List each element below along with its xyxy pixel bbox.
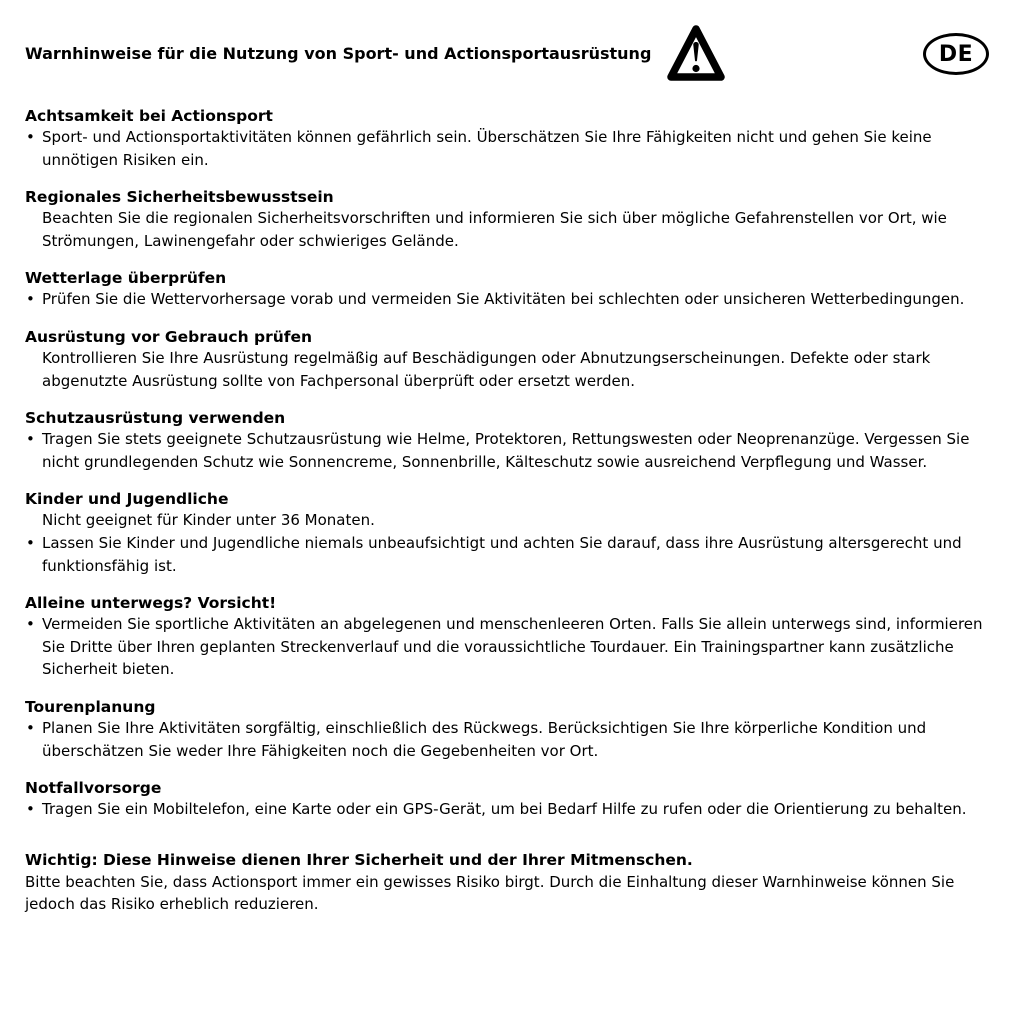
bullet-item: • Tragen Sie ein Mobiltelefon, eine Karte oder ein GPS-Gerät, um bei Bedarf Hilfe zu rufen oder die Orientierung zu behalten. [25, 798, 1000, 821]
section-heading: Notfallvorsorge [25, 779, 162, 798]
bullet-item: • Sport- und Actionsportaktivitäten können gefährlich sein. Überschätzen Sie Ihre Fähigkeiten nicht und gehen Sie keine unnötigen Risiken ein. [25, 126, 1000, 171]
plain-item: Nicht geeignet für Kinder unter 36 Monaten. [42, 511, 375, 530]
section-heading: Achtsamkeit bei Actionsport [25, 107, 273, 125]
document-header [25, 24, 1000, 84]
footer-important-line: Wichtig: Diese Hinweise dienen Ihrer Sicherheit und der Ihrer Mitmenschen. [25, 850, 693, 869]
section-schutzausruestung [25, 408, 1000, 473]
document-footer [25, 850, 1000, 916]
warnings-list [25, 106, 1000, 821]
section-notfallvorsorge [25, 778, 1000, 821]
section-heading: Tourenplanung [25, 697, 156, 716]
section-heading: Schutzausrüstung verwenden [25, 409, 286, 428]
plain-item: Beachten Sie die regionalen Sicherheitsvorschriften und informieren Sie sich über mögliche Gefahrenstellen vor Ort, wie Strömungen, Lawinengefahr oder schwieriges Gelände. [42, 209, 947, 250]
bullet-item: • Prüfen Sie die Wettervorhersage vorab und vermeiden Sie Aktivitäten bei schlechten oder unsicheren Wetterbedingungen. [25, 288, 1000, 311]
section-heading: Regionales Sicherheitsbewusstsein [25, 188, 334, 207]
section-ausruestung [25, 327, 1000, 392]
bullet-item: • Lassen Sie Kinder und Jugendliche niemals unbeaufsichtigt und achten Sie darauf, dass ihre Ausrüstung altersgerecht und funktionsfähig ist. [25, 532, 1000, 577]
section-achtsamkeit [25, 106, 1000, 171]
section-regionales [25, 187, 1000, 252]
warning-triangle-icon [667, 23, 725, 85]
bullet-item: • Planen Sie Ihre Aktivitäten sorgfältig, einschließlich des Rückwegs. Berücksichtigen Sie Ihre körperliche Kondition und überschätzen Sie weder Ihre Fähigkeiten noch die Gegebenheiten vor Ort. [25, 717, 1000, 762]
section-alleine [25, 593, 1000, 681]
section-heading: Kinder und Jugendliche [25, 490, 229, 509]
language-badge [923, 33, 989, 75]
section-tourenplanung [25, 697, 1000, 762]
section-wetterlage [25, 268, 1000, 311]
section-kinder [25, 489, 1000, 577]
section-heading: Alleine unterwegs? Vorsicht! [25, 594, 277, 613]
language-badge-label: DE [938, 41, 974, 67]
bullet-item: • Vermeiden Sie sportliche Aktivitäten an abgelegenen und menschenleeren Orten. Falls Sie allein unterwegs sind, informieren Sie Dritte über Ihren geplanten Streckenverlauf und die voraussichtliche Tourdauer. Ein Trainingspartner kann zusätzliche Sicherheit bieten. [25, 613, 1000, 681]
section-heading: Ausrüstung vor Gebrauch prüfen [25, 327, 313, 346]
bullet-item: • Tragen Sie stets geeignete Schutzausrüstung wie Helme, Protektoren, Rettungswesten oder Neoprenanzüge. Vergessen Sie nicht grundlegenden Schutz wie Sonnencreme, Sonnenbrille, Kälteschutz sowie ausreichend Verpflegung und Wasser. [25, 428, 1000, 473]
plain-item: Kontrollieren Sie Ihre Ausrüstung regelmäßig auf Beschädigungen oder Abnutzungserscheinungen. Defekte oder stark abgenutzte Ausrüstung sollte von Fachpersonal überprüft oder ersetzt werden. [42, 348, 931, 390]
section-heading: Wetterlage überprüfen [25, 269, 227, 288]
page-title: Warnhinweise für die Nutzung von Sport- und Actionsportausrüstung [25, 44, 652, 63]
footer-text: Bitte beachten Sie, dass Actionsport immer ein gewisses Risiko birgt. Durch die Einhaltung dieser Warnhinweise können Sie jedoch das Risiko erheblich reduzieren. [25, 872, 955, 914]
